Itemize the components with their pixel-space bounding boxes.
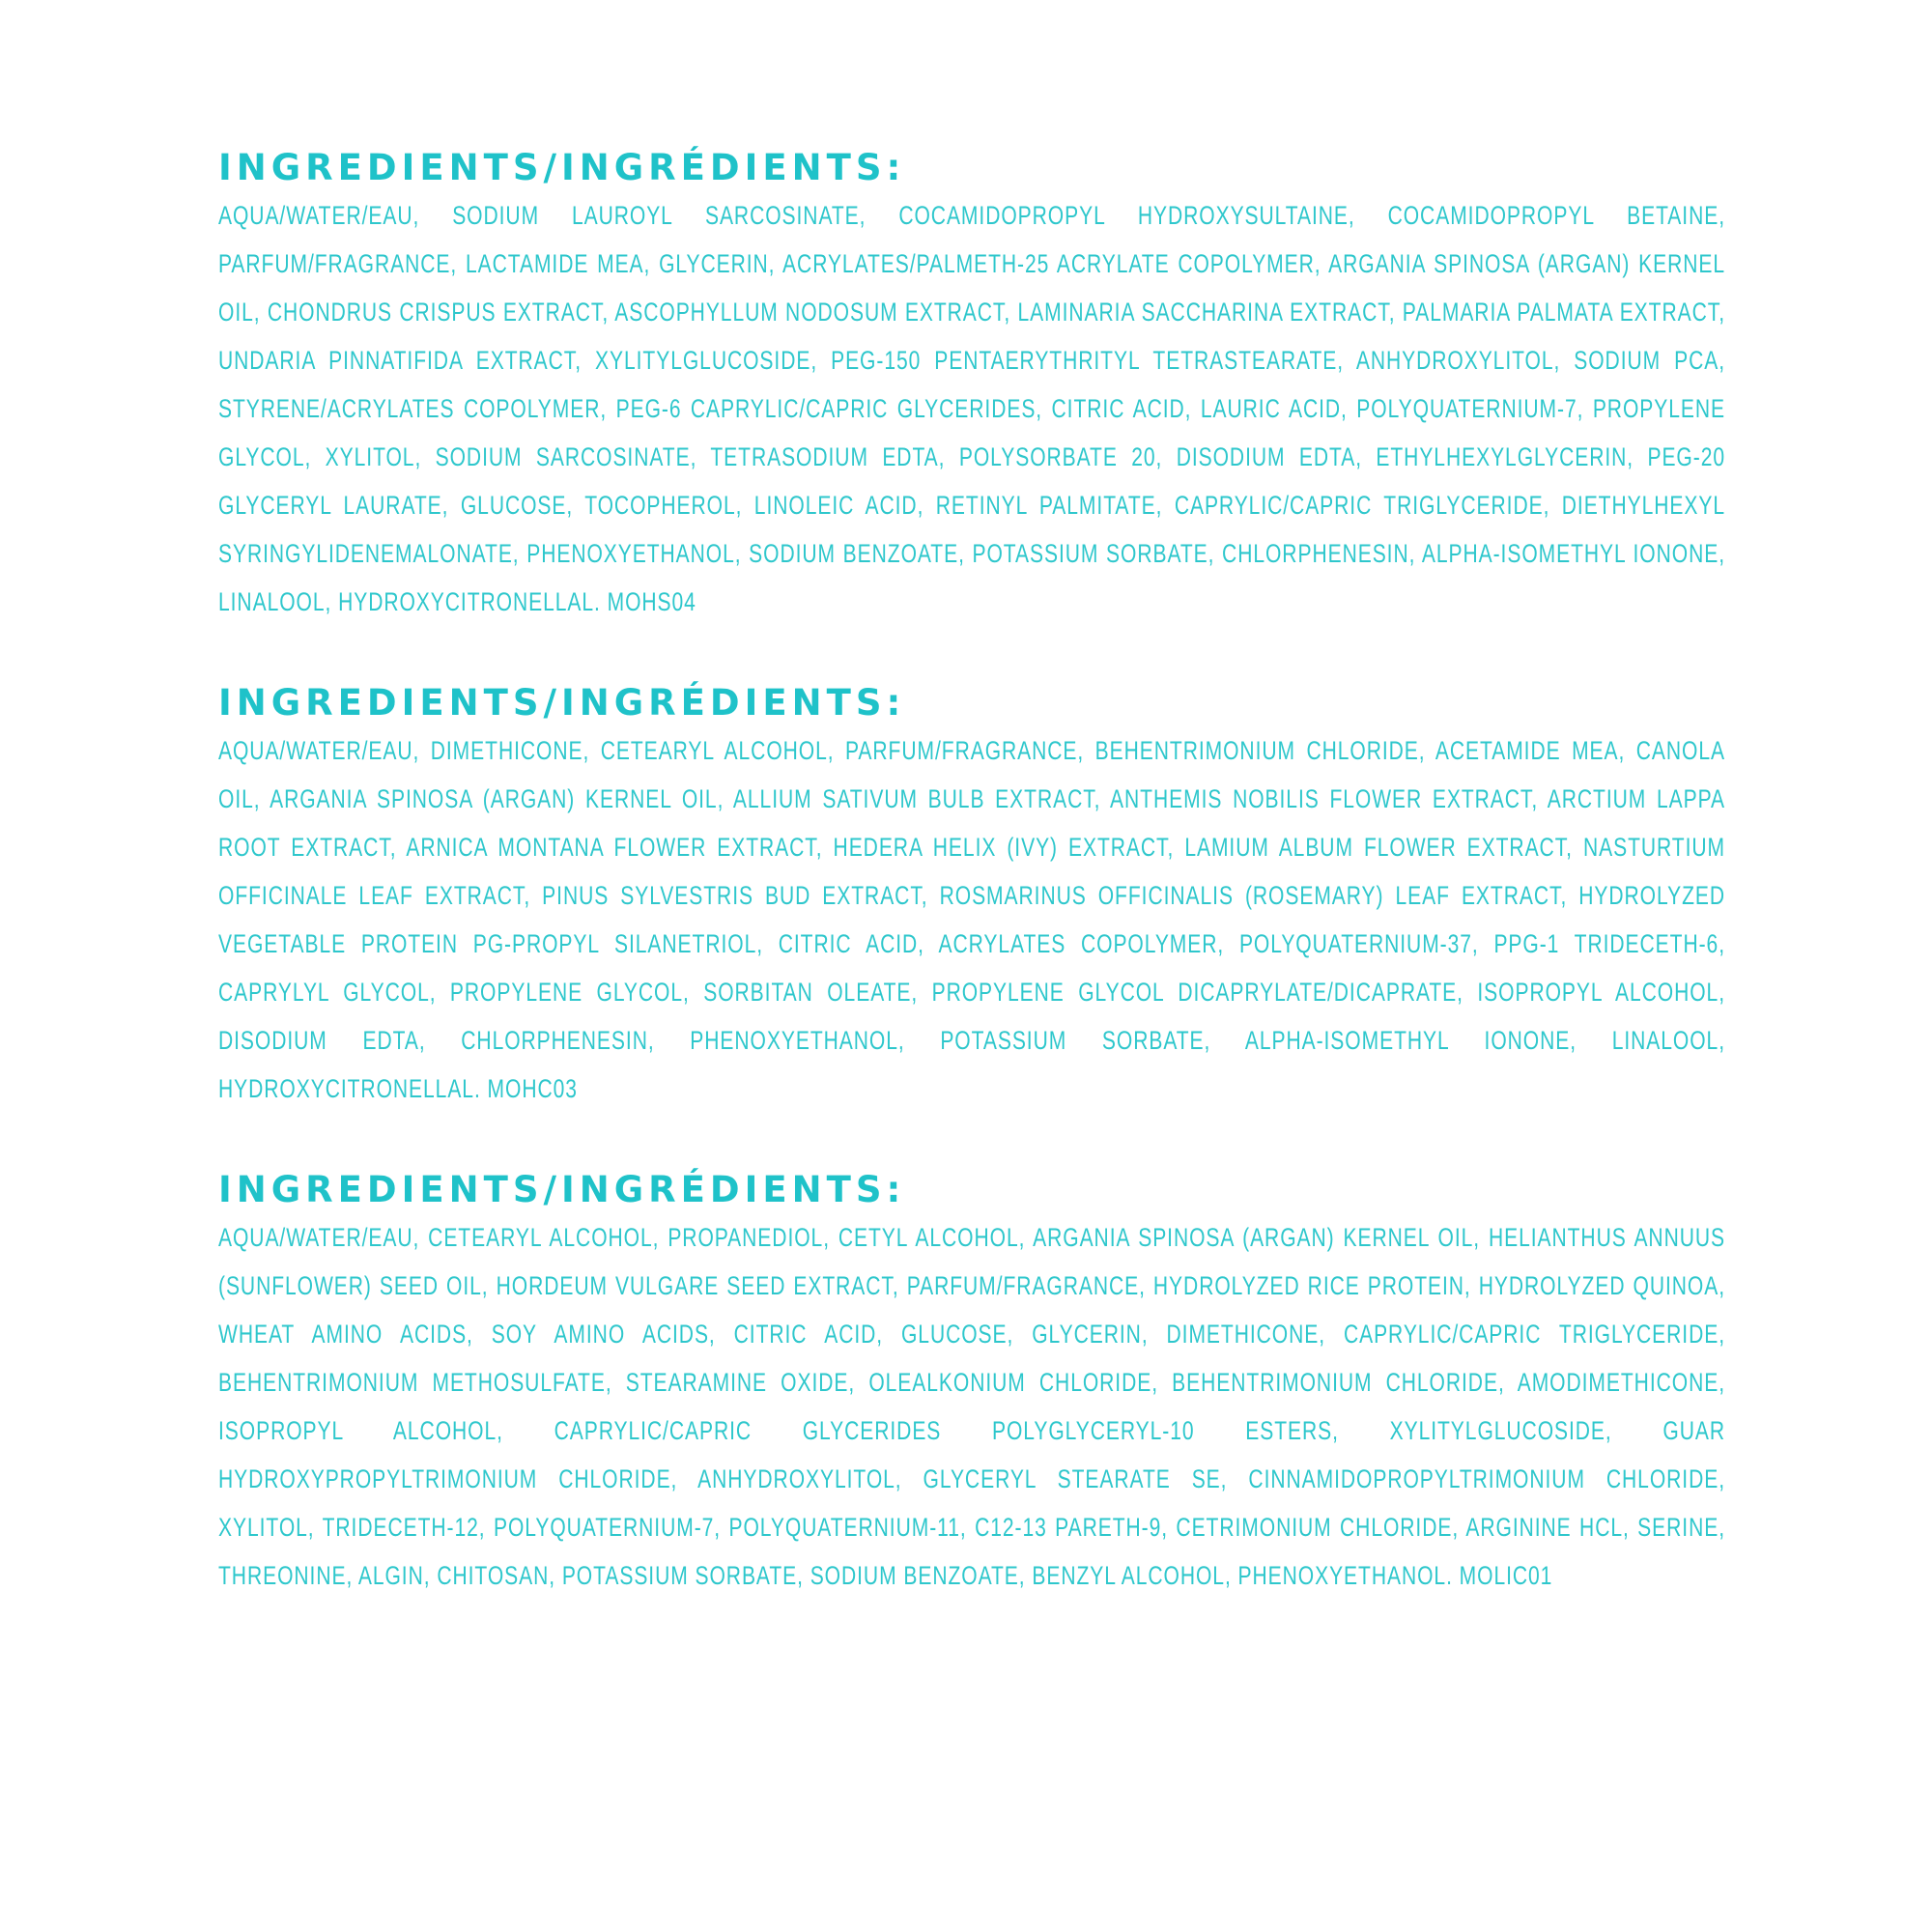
ingredients-section-3 bbox=[218, 1167, 1725, 1600]
ingredients-page bbox=[218, 145, 1725, 1600]
ingredients-text-wrap bbox=[218, 191, 1725, 626]
ingredients-heading: INGREDIENTS/INGRÉDIENTS: bbox=[218, 682, 906, 724]
ingredients-section-2 bbox=[218, 680, 1725, 1113]
ingredients-list: AQUA/WATER/EAU, CETEARYL ALCOHOL, PROPANEDIOL, CETYL ALCOHOL, ARGANIA SPINOSA (ARGAN) KERNEL OIL, HELIANTHUS ANNUUS (SUNFLOWER) SEED OIL, HORDEUM VULGARE SEED EXTRACT, PARFUM/FRAGRANCE, HYDROLYZED RICE PROTEIN, HYDROLYZED QUINOA, WHEAT AMINO ACIDS, SOY AMINO ACIDS, CITRIC ACID, GLUCOSE, GLYCERIN, DIMETHICONE, CAPRYLIC/CAPRIC TRIGLYCERIDE, BEHENTRIMONIUM METHOSULFATE, STEARAMINE OXIDE, OLEALKONIUM CHLORIDE, BEHENTRIMONIUM CHLORIDE, AMODIMETHICONE, ISOPROPYL ALCOHOL, CAPRYLIC/CAPRIC GLYCERIDES POLYGLYCERYL-10 ESTERS, XYLITYLGLUCOSIDE, GUAR HYDROXYPROPYLTRIMONIUM CHLORIDE, ANHYDROXYLITOL, GLYCERYL STEARATE SE, CINNAMIDOPROPYLTRIMONIUM CHLORIDE, XYLITOL, TRIDECETH-12, POLYQUATERNIUM-7, POLYQUATERNIUM-11, C12-13 PARETH-9, CETRIMONIUM CHLORIDE, ARGININE HCL, SERINE, THREONINE, ALGIN, CHITOSAN, POTASSIUM SORBATE, SODIUM BENZOATE, BENZYL ALCOHOL, PHENOXYETHANOL. MOLIC01 bbox=[218, 1223, 1725, 1590]
ingredients-list: AQUA/WATER/EAU, DIMETHICONE, CETEARYL ALCOHOL, PARFUM/FRAGRANCE, BEHENTRIMONIUM CHLORIDE, ACETAMIDE MEA, CANOLA OIL, ARGANIA SPINOSA (ARGAN) KERNEL OIL, ALLIUM SATIVUM BULB EXTRACT, ANTHEMIS NOBILIS FLOWER EXTRACT, ARCTIUM LAPPA ROOT EXTRACT, ARNICA MONTANA FLOWER EXTRACT, HEDERA HELIX (IVY) EXTRACT, LAMIUM ALBUM FLOWER EXTRACT, NASTURTIUM OFFICINALE LEAF EXTRACT, PINUS SYLVESTRIS BUD EXTRACT, ROSMARINUS OFFICINALIS (ROSEMARY) LEAF EXTRACT, HYDROLYZED VEGETABLE PROTEIN PG-PROPYL SILANETRIOL, CITRIC ACID, ACRYLATES COPOLYMER, POLYQUATERNIUM-37, PPG-1 TRIDECETH-6, CAPRYLYL GLYCOL, PROPYLENE GLYCOL, SORBITAN OLEATE, PROPYLENE GLYCOL DICAPRYLATE/DICAPRATE, ISOPROPYL ALCOHOL, DISODIUM EDTA, CHLORPHENESIN, PHENOXYETHANOL, POTASSIUM SORBATE, ALPHA-ISOMETHYL IONONE, LINALOOL, HYDROXYCITRONELLAL. MOHC03 bbox=[218, 736, 1725, 1103]
ingredients-list: AQUA/WATER/EAU, SODIUM LAUROYL SARCOSINATE, COCAMIDOPROPYL HYDROXYSULTAINE, COCAMIDOPROPYL BETAINE, PARFUM/FRAGRANCE, LACTAMIDE MEA, GLYCERIN, ACRYLATES/PALMETH-25 ACRYLATE COPOLYMER, ARGANIA SPINOSA (ARGAN) KERNEL OIL, CHONDRUS CRISPUS EXTRACT, ASCOPHYLLUM NODOSUM EXTRACT, LAMINARIA SACCHARINA EXTRACT, PALMARIA PALMATA EXTRACT, UNDARIA PINNATIFIDA EXTRACT, XYLITYLGLUCOSIDE, PEG-150 PENTAERYTHRITYL TETRASTEARATE, ANHYDROXYLITOL, SODIUM PCA, STYRENE/ACRYLATES COPOLYMER, PEG-6 CAPRYLIC/CAPRIC GLYCERIDES, CITRIC ACID, LAURIC ACID, POLYQUATERNIUM-7, PROPYLENE GLYCOL, XYLITOL, SODIUM SARCOSINATE, TETRASODIUM EDTA, POLYSORBATE 20, DISODIUM EDTA, ETHYLHEXYLGLYCERIN, PEG-20 GLYCERYL LAURATE, GLUCOSE, TOCOPHEROL, LINOLEIC ACID, RETINYL PALMITATE, CAPRYLIC/CAPRIC TRIGLYCERIDE, DIETHYLHEXYL SYRINGYLIDENEMALONATE, PHENOXYETHANOL, SODIUM BENZOATE, POTASSIUM SORBATE, CHLORPHENESIN, ALPHA-ISOMETHYL IONONE, LINALOOL, HYDROXYCITRONELLAL. MOHS04 bbox=[218, 201, 1725, 616]
ingredients-text-wrap bbox=[218, 726, 1725, 1113]
ingredients-heading: INGREDIENTS/INGRÉDIENTS: bbox=[218, 1169, 906, 1210]
ingredients-section-1 bbox=[218, 145, 1725, 626]
ingredients-text-wrap bbox=[218, 1213, 1725, 1600]
ingredients-heading: INGREDIENTS/INGRÉDIENTS: bbox=[218, 147, 906, 188]
